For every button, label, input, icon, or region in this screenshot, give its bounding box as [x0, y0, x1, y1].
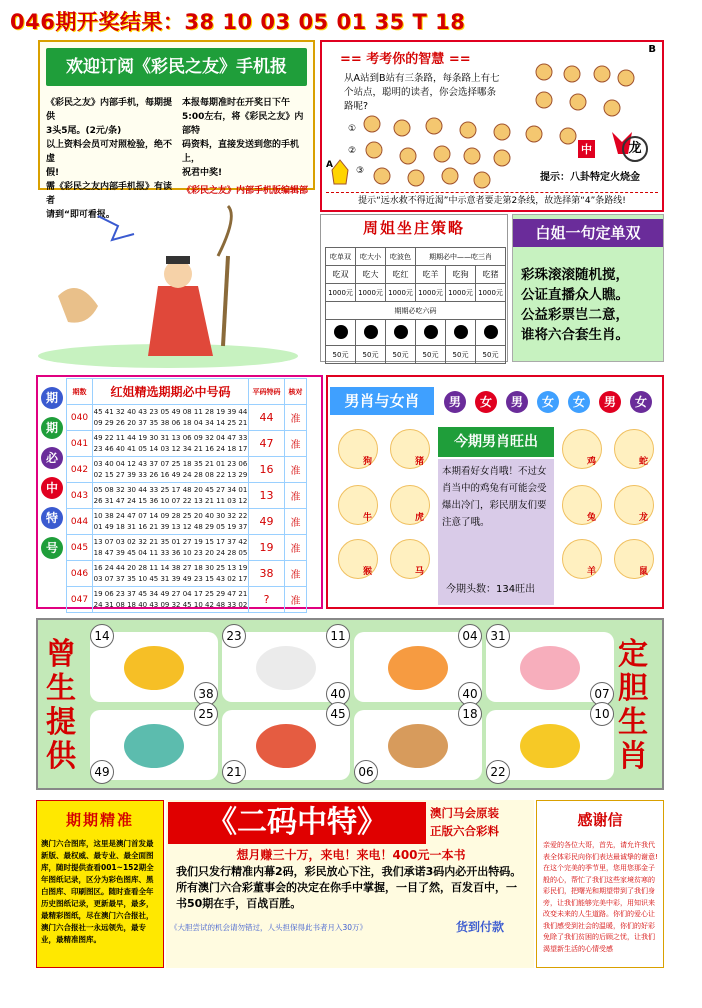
numbers-cell: [93, 483, 249, 509]
male-zodiac-title: 今期男肖旺出: [438, 427, 554, 457]
zodiac-label: 鸡: [587, 457, 597, 467]
gender-circle: 男: [444, 391, 466, 413]
zodiac-label: 龙: [639, 513, 649, 523]
zodiac-animal-icon: [388, 646, 448, 690]
zodiac-label: 鼠: [639, 567, 649, 577]
ad-body: 我们只发行精准内幕2码，彩民放心下注，我们承诺3码内必开出特码。所有澳门六合彩董事会的决定在你手中掌握，一目了然，百发百中，一书50期在手，百战百胜。: [176, 865, 522, 910]
number-ball: 40: [458, 682, 482, 706]
special-cell: 47: [249, 431, 285, 457]
zodiac-card: [222, 707, 350, 780]
numbers-line: 13 07 03 02 32 21 35 01 27 19 15 17 37 42: [93, 537, 248, 546]
numbers-line: 09 29 26 20 37 35 38 06 18 04 34 14 25 21: [93, 418, 248, 427]
thanks-title: 感谢信: [577, 811, 623, 829]
ad-slogan: 想月赚三十万，来电！来电！400元一本书: [236, 848, 466, 862]
text-line: 以上资料会员可对照检验，绝不虚: [46, 140, 173, 164]
dot-cell: [326, 320, 356, 346]
black-dot-icon: [424, 325, 438, 339]
cash-on-delivery: 货到付款: [456, 920, 505, 934]
zodiac-animal-icon: [338, 539, 378, 579]
text-line: 澳门马会原装: [430, 806, 499, 820]
column-header: 平码特码: [249, 379, 285, 405]
numbers-line: 49 22 11 44 19 30 31 13 06 09 32 04 47 33: [93, 433, 248, 442]
number-ball: 14: [90, 624, 114, 648]
dot-cell: [416, 320, 446, 346]
zodiac-label: 蛇: [639, 457, 649, 467]
dot-cell: [476, 320, 506, 346]
table-cell: 1000元: [326, 284, 356, 302]
dot-cell: [356, 320, 386, 346]
table-cell: 1000元: [476, 284, 506, 302]
period-cell: 047: [67, 587, 93, 613]
zodiac-label: 牛: [363, 513, 373, 523]
zodiac-animal-icon: [562, 485, 602, 525]
table-cell: 1000元: [446, 284, 476, 302]
zodiac-animal-icon: [614, 539, 654, 579]
text-line: 假!: [46, 168, 60, 178]
numbers-cell: [93, 405, 249, 431]
poem-line: 彩珠滚滚随机搅，: [521, 267, 629, 283]
zodiac-animal-icon: [124, 646, 184, 690]
table-cell: 50元: [356, 346, 386, 364]
special-cell: 13: [249, 483, 285, 509]
numbers-line: 05 08 32 30 44 33 25 17 48 20 45 27 34 01: [93, 485, 248, 494]
baijie-panel: [512, 214, 664, 362]
period-cell: 040: [67, 405, 93, 431]
table-cell: 吃波色: [386, 248, 416, 266]
number-ball: 49: [90, 760, 114, 784]
zodiac-card: [90, 707, 218, 780]
table-cell: 50元: [476, 346, 506, 364]
ad-footer: 《大胆尝试的机会请勿错过，人头担保得此书者月入30万》: [170, 923, 368, 932]
zodiac-label: 虎: [415, 513, 425, 523]
station-a-label: A: [326, 160, 333, 170]
two-code-title: 《二码中特》: [168, 802, 426, 844]
special-cell: 49: [249, 509, 285, 535]
special-cell: 16: [249, 457, 285, 483]
number-ball: 31: [486, 624, 510, 648]
zodiac-animal-icon: [520, 646, 580, 690]
numbers-line: 23 46 40 41 05 14 03 12 34 21 16 24 18 17: [93, 444, 248, 453]
number-ball: 40: [326, 682, 350, 706]
number-ball: 04: [458, 624, 482, 648]
subscribe-title: 欢迎订阅《彩民之友》手机报: [46, 48, 307, 86]
gender-circle: 女: [475, 391, 497, 413]
table-cell: 吃大小: [356, 248, 386, 266]
dot-cell: [386, 320, 416, 346]
number-ball: 38: [194, 682, 218, 706]
table-cell: 50元: [386, 346, 416, 364]
puzzle-question: 从A站到B站有三条路，每条路上有七个站点，聪明的读者，你会选择哪条路呢?: [344, 73, 500, 112]
check-cell: 准: [285, 431, 307, 457]
table-cell: 吃双: [326, 266, 356, 284]
table-row: [67, 561, 307, 587]
numbers-cell: [93, 535, 249, 561]
zodiac-label: 猪: [415, 457, 425, 467]
table-row: [67, 405, 307, 431]
gender-circle: 女: [568, 391, 590, 413]
table-row: [67, 457, 307, 483]
zodiac-animal-icon: [562, 429, 602, 469]
table-cell: 吃大: [356, 266, 386, 284]
number-ball: 11: [326, 624, 350, 648]
accuracy-panel: [36, 800, 164, 968]
black-dot-icon: [364, 325, 378, 339]
zhoujie-title: 周姐坐庄策略: [362, 219, 465, 237]
special-cell: 44: [249, 405, 285, 431]
text-line: 请到“即可看报。: [46, 210, 115, 220]
table-cell: 吃单双: [326, 248, 356, 266]
route-label: ③: [356, 166, 365, 176]
two-code-ad: [166, 800, 534, 968]
numbers-cell: [93, 587, 249, 613]
text-line: 需《彩民之友内部手机报》有读者: [46, 182, 173, 206]
numbers-line: 10 38 24 47 07 14 09 28 25 20 40 30 32 22: [93, 511, 248, 520]
zodiac-description: 本期看好女肖哦！不过女肖当中的鸡兔有可能会受爆出冷门，彩民朋友们要注意了哦。: [442, 466, 547, 528]
table-cell: 50元: [446, 346, 476, 364]
puzzle-footer: 提示“远水救不得近渴”中示意者要走第2条线，故选择第“4”条路线!: [326, 192, 658, 208]
gender-circle: 女: [630, 391, 652, 413]
zodiac-card: [486, 707, 614, 780]
period-cell: 044: [67, 509, 93, 535]
number-table: [66, 378, 307, 613]
table-cell: 1000元: [356, 284, 386, 302]
table-cell: 吃羊: [416, 266, 446, 284]
dot-cell: [446, 320, 476, 346]
table-cell: 吃猪: [476, 266, 506, 284]
editor-note: 《彩民之友》内部手机版编辑部: [182, 186, 309, 196]
zodiac-card: [354, 707, 482, 780]
special-cell: ?: [249, 587, 285, 613]
route-label: ②: [348, 146, 357, 156]
ad-side-text: [430, 804, 532, 840]
zodiac-label: 狗: [363, 457, 373, 467]
number-table-panel: [36, 375, 323, 609]
column-header: 红姐精选期期必中号码: [93, 379, 249, 405]
accuracy-title: 期期精准: [65, 811, 134, 829]
draw-result-header: 046期开奖结果：38 10 03 05 01 35 T 18: [10, 10, 466, 34]
zodiac-animal-icon: [614, 485, 654, 525]
table-row: [67, 483, 307, 509]
number-ball: 21: [222, 760, 246, 784]
side-label: [40, 379, 64, 607]
puzzle-hint: 提示：八卦特定火烧金: [540, 172, 640, 183]
check-cell: 准: [285, 483, 307, 509]
station-b-label: B: [648, 44, 656, 55]
period-cell: 043: [67, 483, 93, 509]
black-dot-icon: [454, 325, 468, 339]
zodiac-animal-icon: [390, 485, 430, 525]
fixed-zodiac-label: 定胆生肖: [618, 637, 648, 774]
check-cell: 准: [285, 457, 307, 483]
side-char: 特: [41, 507, 63, 529]
text-line: 码资料，直接发送到您的手机上，: [182, 140, 300, 164]
strategy-table: [325, 247, 506, 364]
text-line: 5:00左右，将《彩民之友》内部特: [182, 112, 304, 136]
zodiac-animal-icon: [388, 724, 448, 768]
zodiac-card: [222, 629, 350, 702]
gender-circle: 男: [506, 391, 528, 413]
thanks-text: 亲爱的各位大哥，首先，请允许我代表全体彩民向你们表达最诚挚的谢意!在这个完美的季节里，您用您那金子般的心，帮忙了我们这些家境贫寒的彩民们，把曙光和期望带到了我们身旁，让我们能够完美中彩，用知识来改变未来的人生道路。你们的爱心让我们感受到社会的温暖，你们的好彩免除了我们贫困的后顾之忧，让我们渴望新生活的心情受感: [543, 841, 658, 953]
number-ball: 10: [590, 702, 614, 726]
route-label: ①: [348, 124, 357, 134]
gender-circle: 男: [599, 391, 621, 413]
zodiac-card: [354, 629, 482, 702]
side-char: 期: [41, 387, 63, 409]
zhoujie-strategy-panel: [320, 214, 508, 362]
table-row: [67, 535, 307, 561]
numbers-line: 03 07 37 35 10 45 31 39 49 23 15 43 02 17: [93, 574, 248, 583]
number-ball: 22: [486, 760, 510, 784]
zodiac-animal-icon: [390, 429, 430, 469]
table-row: [67, 431, 307, 457]
poem-line: 公证直播众人瞧。: [521, 287, 629, 303]
zodiac-animal-icon: [338, 485, 378, 525]
side-char: 号: [41, 537, 63, 559]
zodiac-numbers-panel: [36, 618, 664, 790]
period-cell: 042: [67, 457, 93, 483]
zodiac-animal-icon: [256, 724, 316, 768]
numbers-line: 16 24 44 20 28 11 14 38 27 18 30 25 13 19: [93, 563, 248, 572]
subscribe-right-text: [182, 96, 308, 198]
numbers-line: 18 47 39 45 04 11 33 36 10 23 20 24 28 05: [93, 548, 248, 557]
side-char: 中: [41, 477, 63, 499]
scholar-figure-picture: [38, 196, 315, 368]
check-cell: 准: [285, 561, 307, 587]
bottom-ads: [36, 800, 664, 968]
zodiac-animal-icon: [390, 539, 430, 579]
number-ball: 23: [222, 624, 246, 648]
zodiac-label: 马: [415, 567, 425, 577]
accuracy-text: 澳门六合图库，这里是澳门首发最新版、最权威、最专业、最全面图库，随时提供查看001~152期全年图纸记录，区分为彩色图库、黑白图库、印刷图区。随时查看全年历史图纸记录，更新最早，最多，最精彩图纸，尽在澳门六合报社，澳门六合报社一永远领先，最专业，最精准图库。: [41, 839, 154, 944]
gender-circle: 女: [537, 391, 559, 413]
black-dot-icon: [484, 325, 498, 339]
baijie-poem: [521, 265, 661, 345]
head-count: 今期头数：134旺出: [446, 584, 536, 595]
table-cell: 50元: [326, 346, 356, 364]
check-cell: 准: [285, 405, 307, 431]
zodiac-animal-icon: [520, 724, 580, 768]
table-cell: 吃狗: [446, 266, 476, 284]
numbers-line: 26 31 47 24 15 36 10 07 22 13 21 11 03 12: [93, 496, 248, 505]
number-ball: 07: [590, 682, 614, 706]
zodiac-card: [486, 629, 614, 702]
numbers-cell: [93, 561, 249, 587]
side-char: 必: [41, 447, 63, 469]
numbers-cell: [93, 509, 249, 535]
zodiac-animal-icon: [124, 724, 184, 768]
zodiac-animal-icon: [256, 646, 316, 690]
period-cell: 041: [67, 431, 93, 457]
provider-label: 曾生提供: [46, 637, 76, 774]
column-header: 核对: [285, 379, 307, 405]
table-cell: 1000元: [416, 284, 446, 302]
numbers-line: 01 49 18 31 16 21 39 13 12 48 29 05 19 37: [93, 522, 248, 531]
column-header: 期数: [67, 379, 93, 405]
poem-line: 谁将六合套生肖。: [521, 327, 629, 343]
poem-line: 公益彩票岂二意，: [521, 307, 629, 323]
number-ball: 06: [354, 760, 378, 784]
numbers-line: 19 06 23 37 45 34 49 27 04 17 25 29 47 21: [93, 589, 248, 598]
thanks-letter-panel: [536, 800, 664, 968]
check-cell: 准: [285, 587, 307, 613]
zhong-badge: 中: [578, 140, 595, 158]
check-cell: 准: [285, 535, 307, 561]
text-line: 祝君中奖!: [182, 168, 223, 178]
numbers-cell: [93, 457, 249, 483]
period-cell: 045: [67, 535, 93, 561]
zodiac-label: 猴: [363, 567, 373, 577]
text-line: 3头5尾。(2元/条): [46, 126, 122, 136]
black-dot-icon: [334, 325, 348, 339]
subscribe-panel: [38, 40, 315, 220]
numbers-line: 02 15 27 39 33 26 16 49 24 28 08 22 13 29: [93, 470, 248, 479]
table-cell: 吃红: [386, 266, 416, 284]
zodiac-animal-icon: [338, 429, 378, 469]
baijie-title: 白姐一句定单双: [513, 219, 663, 247]
numbers-cell: [93, 431, 249, 457]
black-dot-icon: [394, 325, 408, 339]
table-cell: 期期必吃六码: [326, 302, 506, 320]
table-row: [67, 587, 307, 613]
number-ball: 18: [458, 702, 482, 726]
long-badge: 龙: [622, 136, 648, 162]
table-cell: 1000元: [386, 284, 416, 302]
boy-girl-title: 男肖与女肖: [330, 387, 434, 415]
side-char: 期: [41, 417, 63, 439]
numbers-line: 45 41 32 40 43 23 05 49 08 11 28 19 39 44: [93, 407, 248, 416]
number-ball: 25: [194, 702, 218, 726]
text-line: 正版六合彩料: [430, 824, 499, 838]
zodiac-animal-icon: [614, 429, 654, 469]
boy-girl-zodiac-panel: [326, 375, 664, 609]
special-cell: 38: [249, 561, 285, 587]
table-cell: 期期必中——吃三肖: [416, 248, 506, 266]
numbers-line: 24 31 08 18 40 43 09 32 45 10 42 48 33 02: [93, 600, 248, 609]
male-zodiac-text: [438, 459, 554, 605]
table-row: [67, 509, 307, 535]
numbers-line: 03 40 04 12 43 37 07 25 18 35 21 01 23 06: [93, 459, 248, 468]
check-cell: 准: [285, 509, 307, 535]
period-cell: 046: [67, 561, 93, 587]
special-cell: 19: [249, 535, 285, 561]
zodiac-card: [90, 629, 218, 702]
zodiac-label: 羊: [587, 567, 597, 577]
zodiac-animal-icon: [562, 539, 602, 579]
puzzle-title: == 考考你的智慧 ==: [340, 52, 471, 67]
cartoon-illustration: [38, 196, 315, 368]
number-ball: 45: [326, 702, 350, 726]
text-line: 《彩民之友》内部手机，每期提供: [46, 98, 173, 122]
zodiac-label: 兔: [587, 513, 597, 523]
text-line: 本报每期准时在开奖日下午: [182, 98, 291, 108]
table-cell: 50元: [416, 346, 446, 364]
puzzle-panel: [320, 40, 664, 212]
